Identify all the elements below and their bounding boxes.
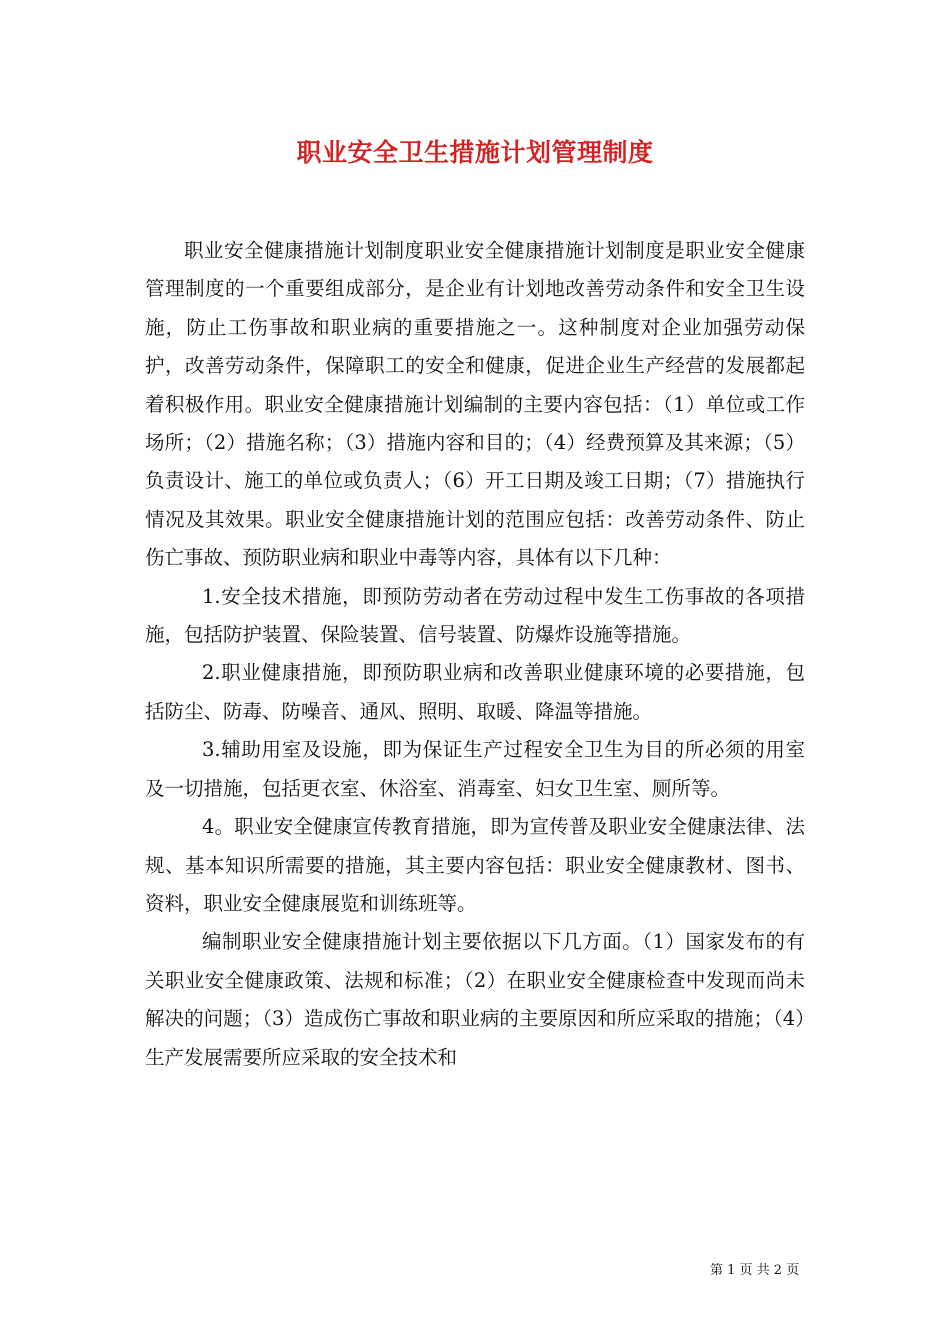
intro-paragraph: 职业安全健康措施计划制度职业安全健康措施计划制度是职业安全健康管理制度的一个重要组成部分，是企业有计划地改善劳动条件和安全卫生设施，防止工伤事故和职业病的重要措施之一。这种制度对企业加强劳动保护，改善劳动条件，保障职工的安全和健康，促进企业生产经营的发展都起着积极作用。职业安全健康措施计划编制的主要内容包括：（1）单位或工作场所；（2）措施名称；（3）措施内容和目的；（4）经费预算及其来源；（5）负责设计、施工的单位或负责人；（6）开工日期及竣工日期；（7）措施执行情况及其效果。职业安全健康措施计划的范围应包括：改善劳动条件、防止伤亡事故、预防职业病和职业中毒等内容，具体有以下几种： [145, 239, 805, 570]
measure-item-3: 3.辅助用室及设施，即为保证生产过程安全卫生为目的所必须的用室及一切措施，包括更衣室、休浴室、消毒室、妇女卫生室、厕所等。 [145, 738, 805, 800]
measure-item-1: 1.安全技术措施，即预防劳动者在劳动过程中发生工伤事故的各项措施，包括防护装置、保险装置、信号装置、防爆炸设施等措施。 [145, 584, 805, 647]
basis-paragraph: 编制职业安全健康措施计划主要依据以下几方面。（1）国家发布的有关职业安全健康政策、法规和标准；（2）在职业安全健康检查中发现而尚未解决的问题；（3）造成伤亡事故和职业病的主要原因和所应采取的措施；（4）生产发展需要所应采取的安全技术和 [145, 930, 805, 1069]
document-title: 职业安全卫生措施计划管理制度 [296, 138, 654, 167]
document-body [145, 232, 805, 1077]
measure-item-4: 4。职业安全健康宣传教育措施，即为宣传普及职业安全健康法律、法规、基本知识所需要的措施，其主要内容包括：职业安全健康教材、图书、资料，职业安全健康展览和训练班等。 [145, 815, 805, 915]
measure-item-2: 2.职业健康措施，即预防职业病和改善职业健康环境的必要措施，包括防尘、防毒、防噪音、通风、照明、取暖、降温等措施。 [145, 661, 805, 723]
page-number-footer: 第 1 页 共 2 页 [710, 1263, 800, 1278]
